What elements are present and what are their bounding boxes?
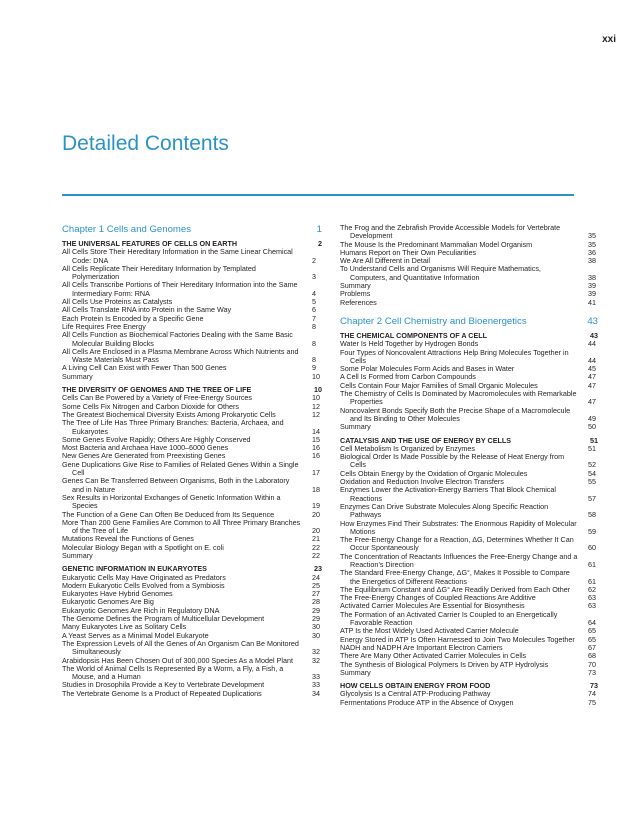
toc-entry: The Genome Defines the Program of Multicellular Development 29 <box>62 614 320 624</box>
toc-entry-title: All Cells Transcribe Portions of Their Hereditary Information into the Same Intermediary Form: RNA <box>62 280 298 298</box>
toc-entry: A Living Cell Can Exist with Fewer Than 500 Genes 9 <box>62 363 316 373</box>
toc-entry: The Expression Levels of All the Genes of An Organism Can Be Monitored Simultaneously 32 <box>62 638 320 657</box>
toc-entry: ATP Is the Most Widely Used Activated Carrier Molecule 65 <box>340 626 596 636</box>
toc-entry: Many Eukaryotes Live as Solitary Cells 30 <box>62 622 320 632</box>
toc-entry-title: Cells Can Be Powered by a Variety of Free-Energy Sources <box>62 393 253 403</box>
toc-entry-title: Some Genes Evolve Rapidly; Others Are Highly Conserved <box>62 434 251 444</box>
toc-entry: Modern Eukaryotic Cells Evolved from a Symbiosis 25 <box>62 580 320 590</box>
toc-entry-title: Eukaryotic Cells May Have Originated as Predators <box>62 572 226 582</box>
toc-entry-title: Humans Report on Their Own Peculiarities <box>340 247 477 257</box>
toc-entry: Enzymes Lower the Activation-Energy Barriers That Block Chemical Reactions 57 <box>340 485 596 503</box>
toc-entry: Most Bacteria and Archaea Have 1000–6000 Genes 16 <box>62 443 320 453</box>
toc-entry: Activated Carrier Molecules Are Essential for Biosynthesis 63 <box>340 601 596 611</box>
toc-entry: Summary 73 <box>340 667 596 677</box>
toc-entry: The Concentration of Reactants Influences the Free-Energy Change and a Reaction’s Direction 61 <box>340 551 596 569</box>
toc-entry-title: The Free-Energy Changes of Coupled Reactions Are Additive <box>340 593 536 603</box>
title-rule <box>62 194 574 196</box>
toc-entry-title: More Than 200 Gene Families Are Common to All Three Primary Branches of the Tree of Life <box>62 517 301 536</box>
toc-entry-title: ATP Is the Most Widely Used Activated Carrier Molecule <box>340 626 519 636</box>
toc-entry: Genes Can Be Transferred Between Organisms, Both in the Laboratory and in Nature 18 <box>62 476 320 494</box>
toc-entry-title: Eukaryotic Genomes Are Big <box>62 597 154 607</box>
toc-entry: The Standard Free-Energy Change, ΔG°, Makes It Possible to Compare the Energetics of Different Reactions 61 <box>340 568 596 586</box>
toc-entry-title: Four Types of Noncovalent Attractions Help Bring Molecules Together in Cells <box>340 347 569 365</box>
toc-entry: The Mouse Is the Predominant Mammalian Model Organism 35 <box>340 239 596 249</box>
toc-entry: Eukaryotic Genomes Are Rich in Regulatory DNA 29 <box>62 605 320 615</box>
toc-entry-title: Summary <box>62 550 93 560</box>
toc-page-number: 23 <box>314 564 322 574</box>
toc-entry-title: Biological Order Is Made Possible by the Release of Heat Energy from Cells <box>340 452 565 470</box>
toc-entry-title: Cells Obtain Energy by the Oxidation of Organic Molecules <box>340 468 528 478</box>
toc-entry-title: Life Requires Free Energy <box>62 321 146 331</box>
toc-entry-title: The Free-Energy Change for a Reaction, ΔG, Determines Whether It Can Occur Spontaneously <box>340 535 574 553</box>
page-title: Detailed Contents <box>62 132 229 155</box>
toc-entry-title: All Cells Store Their Hereditary Information in the Same Linear Chemical Code: DNA <box>62 247 293 265</box>
toc-entry: There Are Many Other Activated Carrier Molecules in Cells 68 <box>340 651 596 661</box>
toc-entry: The Formation of an Activated Carrier Is Coupled to an Energetically Favorable Reaction 64 <box>340 609 596 628</box>
toc-entry-title: All Cells Translate RNA into Protein in the Same Way <box>62 305 232 315</box>
toc-entry-title: We Are All Different in Detail <box>340 256 431 266</box>
toc-entry: The World of Animal Cells Is Represented By a Worm, a Fly, a Fish, a Mouse, and a Human 33 <box>62 663 320 682</box>
toc-entry: Some Genes Evolve Rapidly; Others Are Highly Conserved 15 <box>62 434 320 444</box>
toc-entry-title: Summary <box>62 371 93 381</box>
toc-entry-title: Some Cells Fix Nitrogen and Carbon Dioxide for Others <box>62 401 239 411</box>
toc-entry: Summary 39 <box>340 281 596 291</box>
toc-entry-title: The Frog and the Zebrafish Provide Accessible Models for Vertebrate Development <box>340 223 561 241</box>
toc-entry: The Tree of Life Has Three Primary Branches: Bacteria, Archaea, and Eukaryotes 14 <box>62 418 320 436</box>
toc-entry: Fermentations Produce ATP in the Absence of Oxygen 75 <box>340 697 596 707</box>
toc-entry-title: Summary <box>340 422 371 432</box>
toc-entry: The Vertebrate Genome Is a Product of Repeated Duplications 34 <box>62 688 320 698</box>
toc-entry-title: The Greatest Biochemical Diversity Exists Among Prokaryotic Cells <box>62 409 276 419</box>
toc-entry: Eukaryotic Cells May Have Originated as Predators 24 <box>62 572 320 582</box>
toc-entry-title: Oxidation and Reduction Involve Electron Transfers <box>340 477 504 487</box>
toc-entry-title: The Expression Levels of All the Genes of An Organism Can Be Monitored Simultaneously <box>62 638 299 657</box>
toc-entry: Eukaryotic Genomes Are Big 28 <box>62 597 320 607</box>
toc-entry-title: THE CHEMICAL COMPONENTS OF A CELL <box>340 330 488 340</box>
toc-entry-title: THE DIVERSITY OF GENOMES AND THE TREE OF LIFE <box>62 385 252 395</box>
toc-page-number: 43 <box>587 315 598 327</box>
toc-entry: The Equilibrium Constant and ΔG° Are Readily Derived from Each Other 62 <box>340 584 596 594</box>
toc-entry: Studies in Drosophila Provide a Key to Vertebrate Development 33 <box>62 680 320 690</box>
toc-entry-title: A Living Cell Can Exist with Fewer Than 500 Genes <box>62 363 227 373</box>
toc-entry-title: Most Bacteria and Archaea Have 1000–6000 Genes <box>62 443 229 453</box>
toc-entry-title: Cells Contain Four Major Families of Small Organic Molecules <box>340 380 538 390</box>
toc-entry: More Than 200 Gene Families Are Common to All Three Primary Branches of the Tree of Life 20 <box>62 517 320 536</box>
toc-page-number: 73 <box>590 681 598 691</box>
toc-entry: Cell Metabolism Is Organized by Enzymes 51 <box>340 443 596 453</box>
toc-entry: Each Protein Is Encoded by a Specific Gene 7 <box>62 313 316 323</box>
toc-entry-title: A Cell Is Formed from Carbon Compounds <box>340 372 476 382</box>
toc-entry-title: Chapter 1 Cells and Genomes <box>62 224 192 235</box>
toc-entry-title: The Concentration of Reactants Influences the Free-Energy Change and a Reaction’s Direction <box>340 551 578 569</box>
toc-entry: Gene Duplications Give Rise to Families of Related Genes Within a Single Cell 17 <box>62 459 320 478</box>
toc-entry-title: Each Protein Is Encoded by a Specific Gene <box>62 313 204 323</box>
toc-entry: Mutations Reveal the Functions of Genes 21 <box>62 534 320 544</box>
toc-column-right <box>340 224 598 707</box>
toc-entry-title: CATALYSIS AND THE USE OF ENERGY BY CELLS <box>340 435 512 445</box>
toc-entry-title: Studies in Drosophila Provide a Key to Vertebrate Development <box>62 680 265 690</box>
toc-entry-title: HOW CELLS OBTAIN ENERGY FROM FOOD <box>340 681 491 691</box>
toc-entry-title: Genes Can Be Transferred Between Organisms, Both in the Laboratory and in Nature <box>62 476 290 494</box>
toc-entry: Summary 22 <box>62 550 320 560</box>
toc-entry-title: Water Is Held Together by Hydrogen Bonds <box>340 339 479 349</box>
toc-entry-title: All Cells Are Enclosed in a Plasma Membrane Across Which Nutrients and Waste Materials Must Pass <box>62 346 299 365</box>
toc-entry: Humans Report on Their Own Peculiarities 36 <box>340 247 596 257</box>
toc-entry: Energy Stored in ATP Is Often Harnessed to Join Two Molecules Together 65 <box>340 634 596 644</box>
toc-page-number: 1 <box>316 224 322 235</box>
toc-entry: Summary 10 <box>62 371 320 381</box>
toc-entry-title: Mutations Reveal the Functions of Genes <box>62 534 194 544</box>
toc-entry-title: Eukaryotic Genomes Are Rich in Regulatory DNA <box>62 605 220 615</box>
toc-entry-title: Energy Stored in ATP Is Often Harnessed to Join Two Molecules Together <box>340 634 575 644</box>
toc-entry-title: The World of Animal Cells Is Represented By a Worm, a Fly, a Fish, a Mouse, and a Human <box>62 663 284 682</box>
chapter-heading <box>62 224 322 235</box>
toc-entry-title: There Are Many Other Activated Carrier Molecules in Cells <box>340 651 527 661</box>
toc-entry-title: The Equilibrium Constant and ΔG° Are Readily Derived from Each Other <box>340 584 571 594</box>
toc-entry: The Function of a Gene Can Often Be Deduced from Its Sequence 20 <box>62 509 320 519</box>
toc-entry: Cells Can Be Powered by a Variety of Free-Energy Sources 10 <box>62 393 320 403</box>
toc-page-number: 10 <box>314 385 322 395</box>
toc-entry-title: Summary <box>340 667 371 677</box>
toc-entry: Sex Results in Horizontal Exchanges of Genetic Information Within a Species 19 <box>62 492 320 511</box>
toc-entry: The Free-Energy Changes of Coupled Reactions Are Additive 63 <box>340 593 596 603</box>
toc-entry: All Cells Translate RNA into Protein in the Same Way 6 <box>62 305 316 315</box>
toc-page-number: 2 <box>318 239 322 248</box>
toc-entry-title: All Cells Function as Biochemical Factories Dealing with the Same Basic Molecular Building Blocks <box>62 330 293 348</box>
toc-entry-title: Problems <box>340 289 371 299</box>
toc-entry-title: Noncovalent Bonds Specify Both the Precise Shape of a Macromolecule and Its Binding to Other Molecules <box>340 405 571 423</box>
toc-entry: A Yeast Serves as a Minimal Model Eukaryote 30 <box>62 630 320 640</box>
toc-entry-title: Glycolysis Is a Central ATP-Producing Pathway <box>340 689 491 699</box>
toc-entry-title: Activated Carrier Molecules Are Essential for Biosynthesis <box>340 601 525 611</box>
toc-entry-title: References <box>340 297 377 307</box>
page-number: xxi <box>602 34 616 45</box>
toc-entry: Glycolysis Is a Central ATP-Producing Pathway 74 <box>340 689 596 699</box>
chapter-heading <box>340 316 598 327</box>
toc-entry: Eukaryotes Have Hybrid Genomes 27 <box>62 589 320 599</box>
toc-entry: Oxidation and Reduction Involve Electron Transfers 55 <box>340 477 596 487</box>
toc-entry-title: GENETIC INFORMATION IN EUKARYOTES <box>62 564 207 574</box>
toc-entry: The Chemistry of Cells Is Dominated by Macromolecules with Remarkable Properties 47 <box>340 389 596 407</box>
toc-entry-title: NADH and NADPH Are Important Electron Carriers <box>340 642 503 652</box>
toc-entry: All Cells Function as Biochemical Factories Dealing with the Same Basic Molecular Building Blocks 8 <box>62 330 316 348</box>
toc-entry: All Cells Store Their Hereditary Information in the Same Linear Chemical Code: DNA 2 <box>62 247 316 265</box>
toc-entry-title: Sex Results in Horizontal Exchanges of Genetic Information Within a Species <box>62 492 281 511</box>
toc-entry-title: The Standard Free-Energy Change, ΔG°, Makes It Possible to Compare the Energetics of Different Reactions <box>340 568 570 586</box>
toc-entry: Noncovalent Bonds Specify Both the Precise Shape of a Macromolecule and Its Binding to Other Molecules 49 <box>340 405 596 423</box>
toc-entry-title: Arabidopsis Has Been Chosen Out of 300,000 Species As a Model Plant <box>62 655 293 665</box>
toc-entry: NADH and NADPH Are Important Electron Carriers 67 <box>340 642 596 652</box>
toc-entry: Arabidopsis Has Been Chosen Out of 300,000 Species As a Model Plant 32 <box>62 655 320 665</box>
toc-entry: Some Polar Molecules Form Acids and Bases in Water 45 <box>340 364 596 374</box>
toc-entry-title: Fermentations Produce ATP in the Absence of Oxygen <box>340 697 514 707</box>
toc-entry-title: Some Polar Molecules Form Acids and Bases in Water <box>340 364 515 374</box>
toc-entry: All Cells Use Proteins as Catalysts 5 <box>62 297 316 307</box>
toc-entry: Summary 50 <box>340 422 596 432</box>
toc-entry-title: Modern Eukaryotic Cells Evolved from a Symbiosis <box>62 580 225 590</box>
toc-entry-title: Enzymes Can Drive Substrate Molecules Along Specific Reaction Pathways <box>340 501 549 520</box>
toc-entry-title: The Tree of Life Has Three Primary Branches: Bacteria, Archaea, and Eukaryotes <box>62 418 284 436</box>
toc-entry: Some Cells Fix Nitrogen and Carbon Dioxide for Others 12 <box>62 401 320 411</box>
toc-entry: The Synthesis of Biological Polymers Is Driven by ATP Hydrolysis 70 <box>340 659 596 669</box>
toc-entry: Life Requires Free Energy 8 <box>62 321 316 331</box>
toc-entry: Cells Obtain Energy by the Oxidation of Organic Molecules 54 <box>340 468 596 478</box>
toc-entry-title: Enzymes Lower the Activation-Energy Barriers That Block Chemical Reactions <box>340 485 556 503</box>
toc-entry-title: How Enzymes Find Their Substrates: The Enormous Rapidity of Molecular Motions <box>340 518 577 536</box>
toc-entry-title: Summary <box>340 281 371 291</box>
toc-entry-title: New Genes Are Generated from Preexisting Genes <box>62 451 226 461</box>
toc-entry-title: Gene Duplications Give Rise to Families of Related Genes Within a Single Cell <box>62 459 299 478</box>
toc-entry: References 41 <box>340 297 596 307</box>
toc-entry: New Genes Are Generated from Preexisting Genes 16 <box>62 451 320 461</box>
toc-entry: To Understand Cells and Organisms Will Require Mathematics, Computers, and Quantitative Information 38 <box>340 264 596 282</box>
toc-entry-title: The Synthesis of Biological Polymers Is Driven by ATP Hydrolysis <box>340 659 549 669</box>
toc-entry-title: All Cells Use Proteins as Catalysts <box>62 297 173 307</box>
toc-entry-title: Cell Metabolism Is Organized by Enzymes <box>340 443 476 453</box>
toc-entry: The Free-Energy Change for a Reaction, ΔG, Determines Whether It Can Occur Spontaneously 60 <box>340 535 596 553</box>
toc-entry-title: Molecular Biology Began with a Spotlight on E. coli <box>62 542 224 552</box>
toc-entry-title: The Chemistry of Cells Is Dominated by Macromolecules with Remarkable Properties <box>340 389 577 407</box>
toc-entry: All Cells Replicate Their Hereditary Information by Templated Polymerization 3 <box>62 263 316 282</box>
toc-entry-title: THE UNIVERSAL FEATURES OF CELLS ON EARTH <box>62 239 238 248</box>
toc-entry-title: Eukaryotes Have Hybrid Genomes <box>62 589 173 599</box>
toc-entry: The Greatest Biochemical Diversity Exists Among Prokaryotic Cells 12 <box>62 409 320 419</box>
toc-entry: Four Types of Noncovalent Attractions Help Bring Molecules Together in Cells 44 <box>340 347 596 365</box>
toc-entry: The Frog and the Zebrafish Provide Accessible Models for Vertebrate Development 35 <box>340 223 596 241</box>
toc-entry: How Enzymes Find Their Substrates: The Enormous Rapidity of Molecular Motions 59 <box>340 518 596 536</box>
toc-entry: Cells Contain Four Major Families of Small Organic Molecules 47 <box>340 380 596 390</box>
toc-entry: All Cells Transcribe Portions of Their Hereditary Information into the Same Intermediary Form: RNA 4 <box>62 280 316 298</box>
toc-entry: We Are All Different in Detail 38 <box>340 256 596 266</box>
toc-entry: Biological Order Is Made Possible by the Release of Heat Energy from Cells 52 <box>340 452 596 470</box>
toc-entry-title: Many Eukaryotes Live as Solitary Cells <box>62 622 187 632</box>
toc-entry-title: A Yeast Serves as a Minimal Model Eukaryote <box>62 630 209 640</box>
toc-entry: Problems 39 <box>340 289 596 299</box>
toc-entry: Molecular Biology Began with a Spotlight on E. coli 22 <box>62 542 320 552</box>
toc-entry-title: Chapter 2 Cell Chemistry and Bioenergetics <box>340 315 527 327</box>
toc-page-number: 51 <box>590 435 598 445</box>
toc-entry: Enzymes Can Drive Substrate Molecules Along Specific Reaction Pathways 58 <box>340 501 596 520</box>
toc-entry-title: The Vertebrate Genome Is a Product of Repeated Duplications <box>62 688 262 698</box>
toc-entry-title: The Formation of an Activated Carrier Is Coupled to an Energetically Favorable Reaction <box>340 609 558 628</box>
toc-entry-title: The Mouse Is the Predominant Mammalian Model Organism <box>340 239 533 249</box>
toc-entry: A Cell Is Formed from Carbon Compounds 47 <box>340 372 596 382</box>
toc-entry: All Cells Are Enclosed in a Plasma Membrane Across Which Nutrients and Waste Materials Must Pass 8 <box>62 346 316 365</box>
toc-entry: Water Is Held Together by Hydrogen Bonds 44 <box>340 339 596 349</box>
toc-page-number: 43 <box>590 330 598 340</box>
toc-entry-title: The Function of a Gene Can Often Be Deduced from Its Sequence <box>62 509 275 519</box>
toc-entry-title: The Genome Defines the Program of Multicellular Development <box>62 614 265 624</box>
toc-entry-title: All Cells Replicate Their Hereditary Information by Templated Polymerization <box>62 263 256 282</box>
toc-entry-title: To Understand Cells and Organisms Will Require Mathematics, Computers, and Quantitative Information <box>340 264 541 282</box>
toc-column-left <box>62 224 322 698</box>
